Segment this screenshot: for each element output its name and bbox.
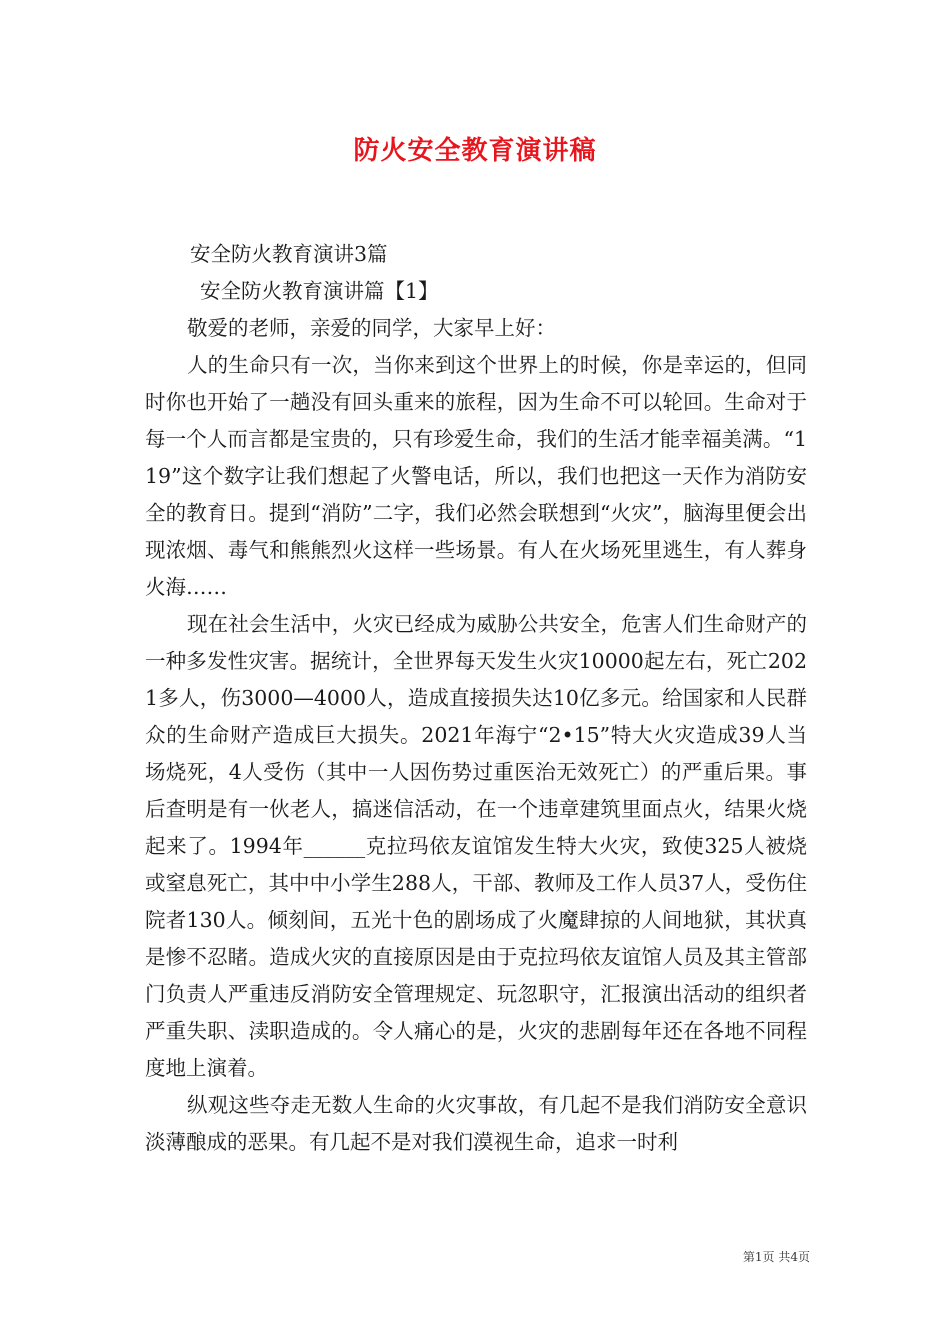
paragraph: 现在社会生活中，火灾已经成为威胁公共安全，危害人们生命财产的一种多发性灾害。据统计，全世界每天发生火灾10000起左右，死亡2021多人，伤3000—4000人，造成直接损失达10亿多元。给国家和人民群众的生命财产造成巨大损失。2021年海宁“2•15”特大火灾造成39人当场烧死，4人受伤（其中一人因伤势过重医治无效死亡）的严重后果。事后查明是有一伙老人，搞迷信活动，在一个违章建筑里面点火，结果火烧起来了。1994年______克拉玛依友谊馆发生特大火灾，致使325人被烧或窒息死亡，其中中小学生288人，干部、教师及工作人员37人，受伤住院者130人。倾刻间，五光十色的剧场成了火魔肆掠的人间地狱，其状真是惨不忍睹。造成火灾的直接原因是由于克拉玛依友谊馆人员及其主管部门负责人严重违反消防安全管理规定、玩忽职守，汇报演出活动的组织者严重失职、渎职造成的。令人痛心的是，火灾的悲剧每年还在各地不同程度地上演着。 <box>145 612 807 1080</box>
paragraph: 纵观这些夺走无数人生命的火灾事故，有几起不是我们消防安全意识淡薄酿成的恶果。有几起不是对我们漠视生命，追求一时利 <box>145 1093 807 1154</box>
section-heading: 安全防火教育演讲篇【1】 <box>200 279 439 303</box>
page-number: 第1页 共4页 <box>742 1250 810 1264</box>
paragraph: 人的生命只有一次，当你来到这个世界上的时候，你是幸运的，但同时你也开始了一趟没有回头重来的旅程，因为生命不可以轮回。生命对于每一个人而言都是宝贵的，只有珍爱生命，我们的生活才能幸福美满。“119”这个数字让我们想起了火警电话，所以，我们也把这一天作为消防安全的教育日。提到“消防”二字，我们必然会联想到“火灾”，脑海里便会出现浓烟、毒气和熊熊烈火这样一些场景。有人在火场死里逃生，有人葬身火海…… <box>145 353 807 599</box>
document-subtitle: 安全防火教育演讲3篇 <box>190 242 388 266</box>
greeting: 敬爱的老师，亲爱的同学，大家早上好： <box>187 316 556 340</box>
document-title: 防火安全教育演讲稿 <box>353 136 597 166</box>
document-body <box>145 236 807 1161</box>
